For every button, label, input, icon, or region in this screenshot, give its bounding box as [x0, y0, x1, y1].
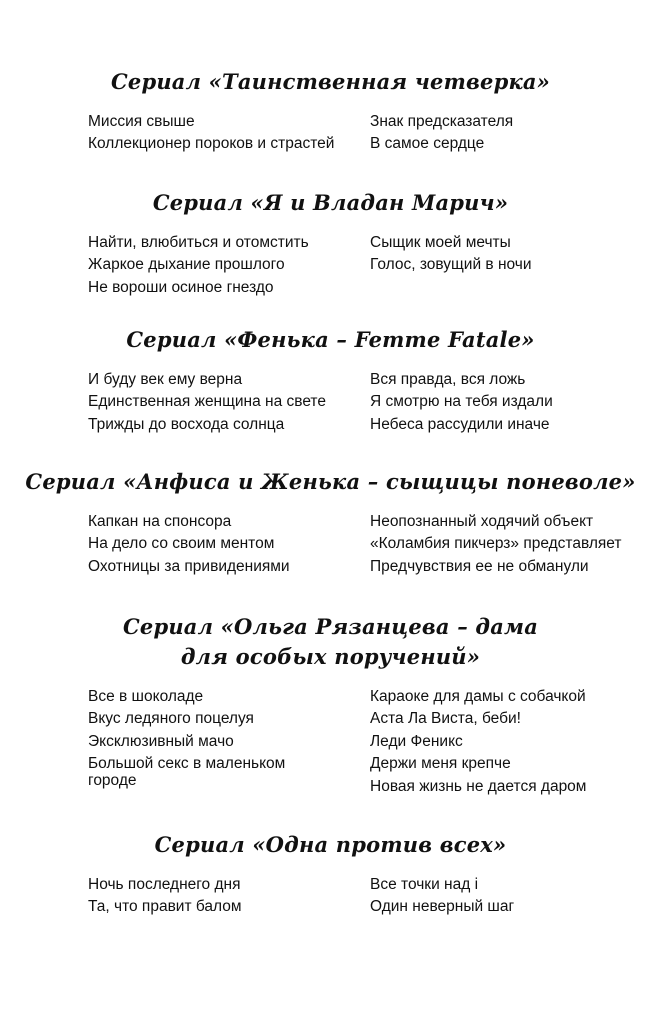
book-title: Вся правда, вся ложь: [370, 371, 526, 388]
series-section-1: [0, 67, 661, 153]
book-list-left: [88, 511, 360, 578]
book-list-right: [370, 111, 650, 156]
book-list-right: [370, 686, 650, 798]
book-list-left: [88, 874, 360, 919]
book-title: Коллекционер пороков и страстей: [88, 135, 335, 153]
series-section-4: [0, 467, 661, 575]
book-title: Неопознанный ходячий объект: [370, 513, 594, 530]
series-title-line-1: Сериал «Ольга Рязанцева – дама: [122, 614, 539, 639]
book-title: Один неверный шаг: [370, 898, 515, 916]
book-title: Держи меня крепче: [370, 755, 511, 773]
book-title: Голос, зовущий в ночи: [370, 256, 532, 274]
series-title-line-2: для особых поручений»: [180, 644, 481, 669]
book-list-left: [88, 686, 360, 789]
book-list-left: [88, 111, 360, 156]
book-title: Та, что правит балом: [88, 898, 242, 916]
book-title: Аста Ла Виста, беби!: [370, 710, 521, 728]
series-title: Сериал «Фенька – Femme Fatale»: [126, 327, 535, 352]
book-title: Эксклюзивный мачо: [88, 732, 234, 750]
series-title: [0, 612, 661, 672]
book-title: Все точки над i: [370, 876, 479, 893]
book-title: И буду век ему верна: [88, 371, 243, 388]
book-list-right: [370, 232, 650, 277]
series-section-5: [0, 612, 661, 795]
series-section-2: [0, 188, 661, 296]
book-title: Предчувствия ее не обманули: [370, 557, 589, 575]
book-title: Большой секс в маленьком городе: [88, 755, 286, 790]
book-title: Сыщик моей мечты: [370, 234, 511, 251]
book-title: Я смотрю на тебя издали: [370, 393, 553, 411]
book-title: Не вороши осиное гнездо: [88, 278, 274, 296]
book-list-right: [370, 511, 650, 578]
book-title: Вкус ледяного поцелуя: [88, 710, 254, 728]
book-list-right: [370, 874, 650, 919]
book-title: На дело со своим ментом: [88, 535, 275, 553]
book-title: Жаркое дыхание прошлого: [88, 256, 285, 274]
book-title: Ночь последнего дня: [88, 876, 241, 893]
book-title: Караоке для дамы с собачкой: [370, 688, 586, 705]
book-title: Капкан на спонсора: [88, 513, 232, 530]
series-title: Сериал «Таинственная четверка»: [110, 69, 551, 94]
book-title: Леди Феникс: [370, 732, 463, 750]
book-title: Найти, влюбиться и отомстить: [88, 234, 309, 251]
book-title: Небеса рассудили иначе: [370, 415, 550, 433]
book-list-left: [88, 369, 360, 436]
series-title: Сериал «Я и Владан Марич»: [152, 190, 509, 215]
series-section-6: [0, 830, 661, 916]
series-title: Сериал «Одна против всех»: [154, 832, 507, 857]
book-list-left: [88, 232, 360, 299]
book-title: Знак предсказателя: [370, 113, 514, 130]
book-title: Все в шоколаде: [88, 688, 204, 705]
book-title: Охотницы за привидениями: [88, 557, 290, 575]
book-list-right: [370, 369, 650, 436]
book-title: «Коламбия пикчерз» представляет: [370, 535, 622, 553]
book-title: Единственная женщина на свете: [88, 393, 326, 411]
book-title: Трижды до восхода солнца: [88, 415, 285, 433]
series-section-3: [0, 325, 661, 433]
book-title: В самое сердце: [370, 135, 485, 153]
series-title: Сериал «Анфиса и Женька – сыщицы поневоле»: [25, 469, 636, 494]
book-title: Миссия свыше: [88, 113, 195, 130]
book-title: Новая жизнь не дается даром: [370, 777, 587, 795]
